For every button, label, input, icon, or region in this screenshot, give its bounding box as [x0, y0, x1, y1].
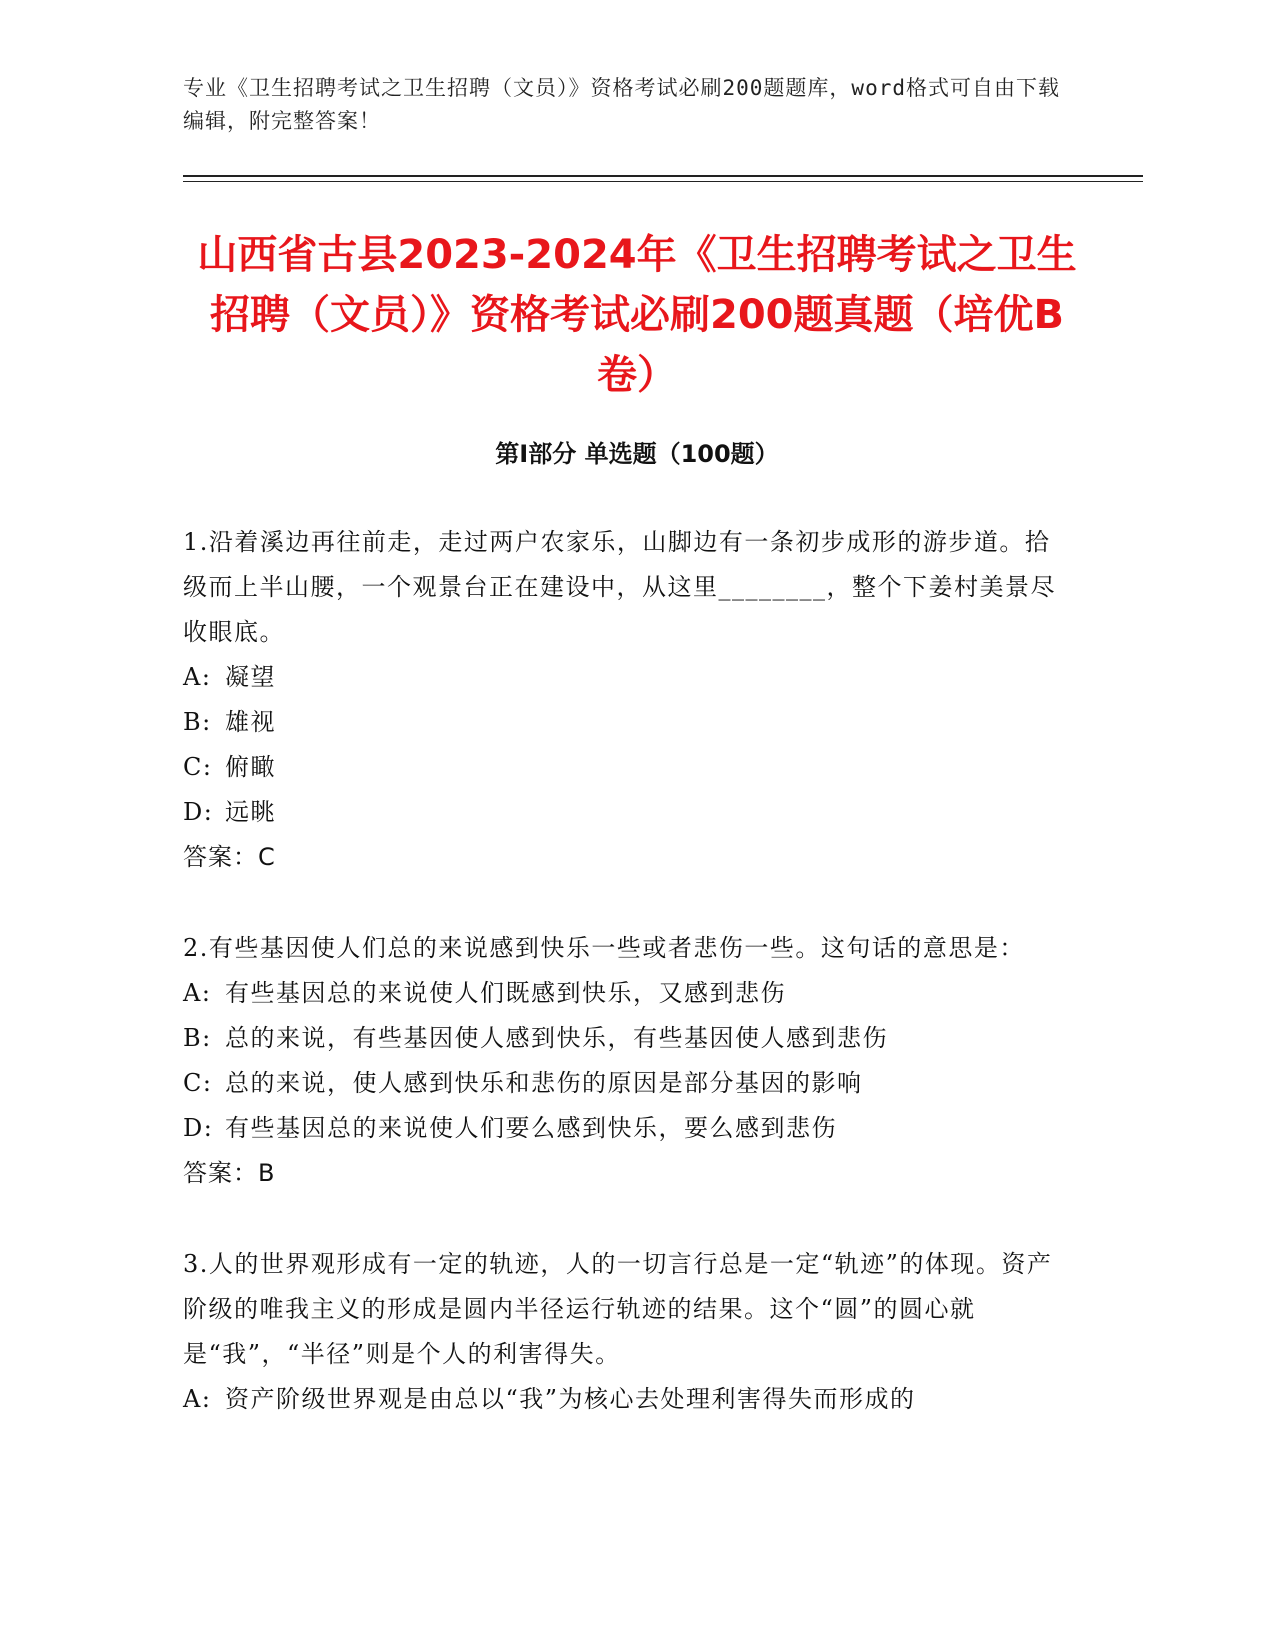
option-text: 资产阶级世界观是由总以“我”为核心去处理利害得失而形成的 [225, 1385, 916, 1413]
option-text: 有些基因总的来说使人们要么感到快乐，要么感到悲伤 [225, 1114, 837, 1142]
option-d [183, 1106, 1063, 1151]
option-letter: D: [183, 1114, 214, 1142]
option-text: 雄视 [225, 708, 276, 736]
header-rule-thick [183, 175, 1143, 177]
answer-label: 答案：C [183, 843, 276, 871]
header-note: 专业《卫生招聘考试之卫生招聘（文员）》资格考试必刷200题题库，word格式可自由下载编辑，附完整答案！ [183, 76, 1060, 133]
option-d [183, 790, 1063, 835]
option-letter: A: [183, 663, 212, 691]
header-rule-thin [183, 181, 1143, 182]
question-stem: 3.人的世界观形成有一定的轨迹，人的一切言行总是一定“轨迹”的体现。资产阶级的唯我主义的形成是圆内半径运行轨迹的结果。这个“圆”的圆心就是“我”，“半径”则是个人的利害得失。 [183, 1250, 1053, 1368]
option-b [183, 1016, 1063, 1061]
option-text: 俯瞰 [225, 753, 276, 781]
question-list [183, 520, 1063, 1468]
section-heading: 第I部分 单选题（100题） [495, 440, 779, 468]
option-text: 总的来说，有些基因使人感到快乐，有些基因使人感到悲伤 [225, 1024, 888, 1052]
option-letter: B: [183, 708, 212, 736]
document-title: 山西省古县2023-2024年《卫生招聘考试之卫生招聘（文员）》资格考试必刷200题真题（培优B卷） [197, 232, 1077, 398]
option-letter: C: [183, 1069, 213, 1097]
option-letter: A: [183, 1385, 212, 1413]
option-a [183, 1377, 1063, 1422]
option-a [183, 971, 1063, 1016]
question-2 [183, 926, 1063, 1196]
question-1 [183, 520, 1063, 880]
question-stem: 2.有些基因使人们总的来说感到快乐一些或者悲伤一些。这句话的意思是： [183, 934, 1025, 962]
option-letter: C: [183, 753, 213, 781]
answer-label: 答案：B [183, 1159, 276, 1187]
option-text: 远眺 [225, 798, 276, 826]
option-letter: D: [183, 798, 214, 826]
option-text: 总的来说，使人感到快乐和悲伤的原因是部分基因的影响 [225, 1069, 863, 1097]
option-letter: A: [183, 979, 212, 1007]
option-text: 凝望 [225, 663, 276, 691]
option-a [183, 655, 1063, 700]
option-c [183, 1061, 1063, 1106]
option-letter: B: [183, 1024, 212, 1052]
option-c [183, 745, 1063, 790]
option-text: 有些基因总的来说使人们既感到快乐，又感到悲伤 [225, 979, 786, 1007]
option-b [183, 700, 1063, 745]
question-3 [183, 1242, 1063, 1422]
question-stem: 1.沿着溪边再往前走，走过两户农家乐，山脚边有一条初步成形的游步道。拾级而上半山腰，一个观景台正在建设中，从这里________，整个下姜村美景尽收眼底。 [183, 528, 1056, 646]
